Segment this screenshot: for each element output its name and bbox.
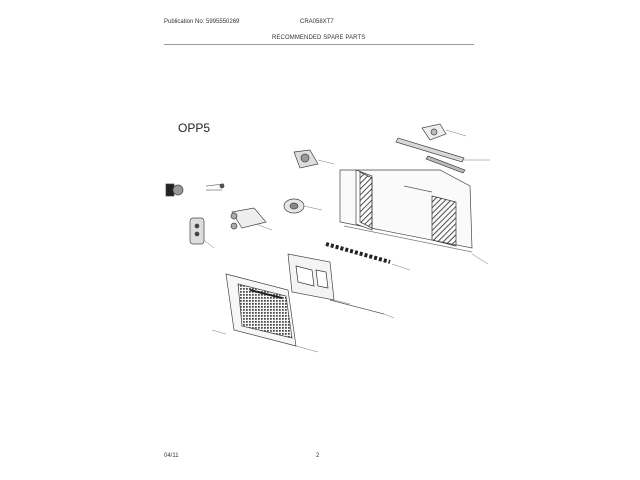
diagram-code: OPP5	[178, 121, 211, 135]
footer-date: 04/11	[164, 453, 179, 459]
model-number: CRA058XT7	[300, 19, 334, 25]
lower-rail	[330, 300, 394, 318]
cabinet-frame	[340, 170, 488, 264]
control-bracket	[231, 208, 272, 230]
air-filter	[288, 254, 350, 304]
coil-assembly	[326, 244, 410, 270]
fan-blade	[284, 199, 322, 213]
knob-assembly	[166, 184, 224, 196]
section-title: RECOMMENDED SPARE PARTS	[272, 35, 366, 41]
motor-mount	[294, 150, 334, 168]
publication-number: Publication No: 5995550269	[164, 19, 240, 25]
page-number: 2	[316, 453, 320, 459]
top-rail-assembly	[396, 124, 490, 173]
remote-control	[190, 218, 214, 248]
